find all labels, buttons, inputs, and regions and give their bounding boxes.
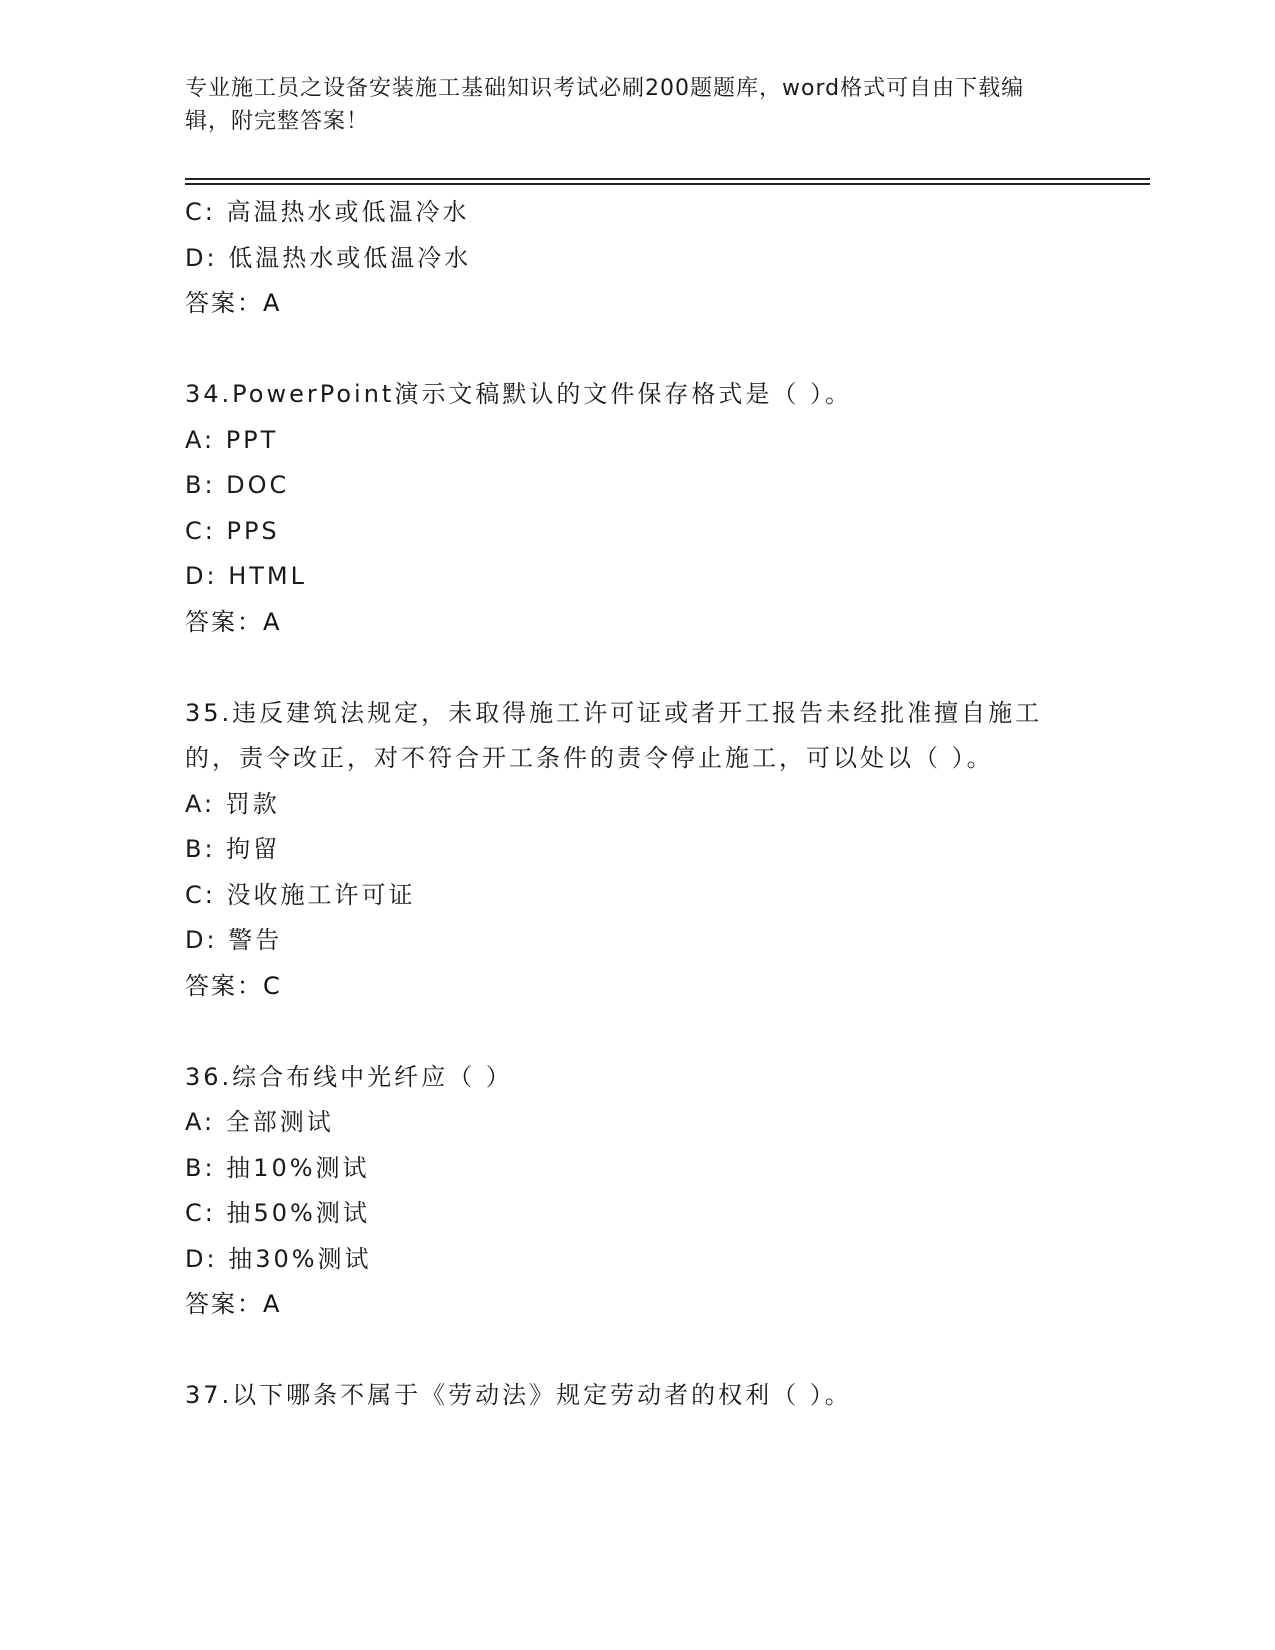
spacer <box>185 645 1065 691</box>
answer-line: 答案：C <box>185 971 282 1000</box>
option-b: B: 拘留 <box>185 835 281 863</box>
spacer <box>185 1328 1065 1374</box>
option-c: C: PPS <box>185 516 280 545</box>
option-d: D: 警告 <box>185 926 283 954</box>
question-text: 37.以下哪条不属于《劳动法》规定劳动者的权利（ ）。 <box>185 1381 852 1409</box>
option-d: D: HTML <box>185 562 307 590</box>
question-text: 34.PowerPoint演示文稿默认的文件保存格式是（ ）。 <box>185 380 852 408</box>
option-b: B: 抽10%测试 <box>185 1153 370 1182</box>
question-block-34 <box>185 372 1065 645</box>
option-a: A: 全部测试 <box>185 1108 334 1136</box>
option-c: C: 抽50%测试 <box>185 1199 370 1227</box>
answer-line: 答案：A <box>185 1290 282 1318</box>
header-divider-top <box>185 178 1150 180</box>
option-d: D: 抽30%测试 <box>185 1244 372 1273</box>
document-header: 专业施工员之设备安装施工基础知识考试必刷200题题库，word格式可自由下载编辑，附完整答案！ <box>185 76 1025 134</box>
answer-line: 答案：A <box>185 289 282 317</box>
spacer <box>185 1009 1065 1055</box>
question-block-35 <box>185 691 1065 1010</box>
question-list <box>185 190 1065 1419</box>
header-divider-bottom <box>185 183 1150 185</box>
option-c: C: 没收施工许可证 <box>185 880 416 909</box>
question-text: 35.违反建筑法规定，未取得施工许可证或者开工报告未经批准擅自施工的，责令改正，对不符合开工条件的责令停止施工，可以处以（ ）。 <box>185 698 1043 772</box>
spacer <box>185 327 1065 373</box>
option-b: B: DOC <box>185 471 290 499</box>
answer-line: 答案：A <box>185 607 282 636</box>
option-c: C: 高温热水或低温冷水 <box>185 198 470 226</box>
question-block-36 <box>185 1055 1065 1328</box>
question-text: 36.综合布线中光纤应（ ） <box>185 1062 513 1091</box>
option-d: D: 低温热水或低温冷水 <box>185 243 472 272</box>
question-block-continued <box>185 190 1065 327</box>
option-a: A: 罚款 <box>185 789 280 818</box>
question-block-37 <box>185 1373 1065 1419</box>
option-a: A: PPT <box>185 425 279 454</box>
